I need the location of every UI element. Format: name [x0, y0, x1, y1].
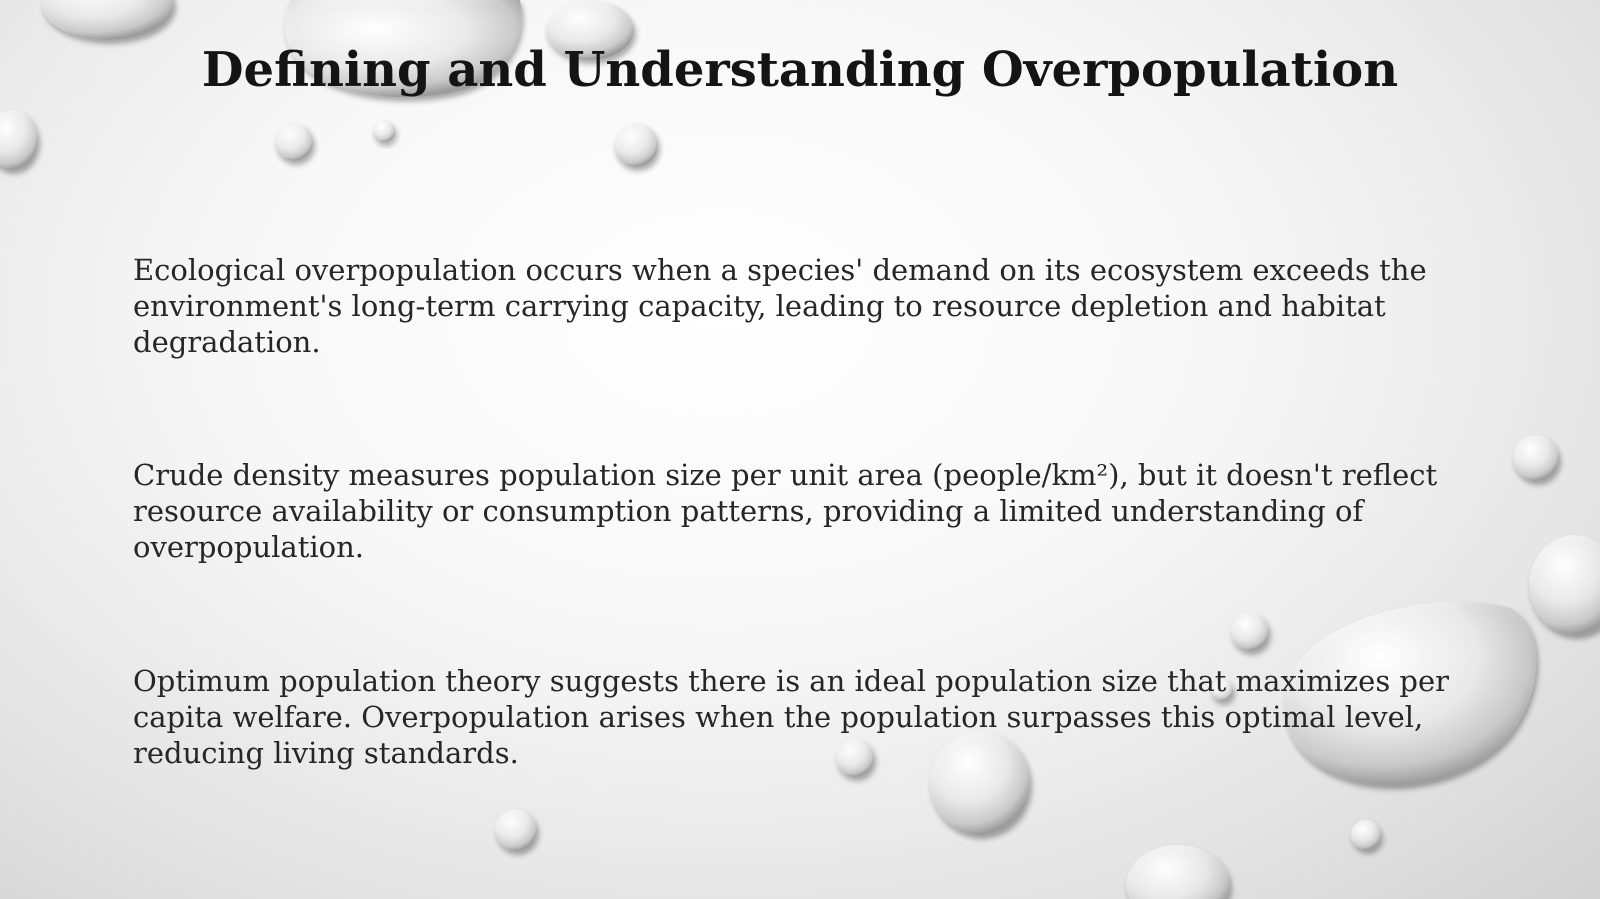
paragraph-optimum-population-theory: Optimum population theory suggests there is an ideal population size that maximizes per capita welfare. Overpopulation arises when the population surpasses this optimal level, reducing living standards. — [133, 664, 1450, 770]
paragraph-ecological-overpopulation: Ecological overpopulation occurs when a species' demand on its ecosystem exceeds the environment's long-term carrying capacity, leading to resource depletion and habitat degradation. — [133, 253, 1427, 359]
droplet — [373, 120, 395, 142]
droplet — [495, 809, 537, 851]
droplet — [42, 0, 174, 40]
droplet — [0, 110, 38, 170]
slide-title: Defining and Understanding Overpopulation — [201, 42, 1399, 98]
droplet — [614, 123, 658, 167]
droplet — [1126, 845, 1230, 899]
paragraph-crude-density: Crude density measures population size per unit area (people/km²), but it doesn't reflect resource availability or consumption patterns, providing a limited understanding of overpopulation. — [133, 458, 1438, 564]
droplet — [275, 123, 313, 161]
droplet — [1351, 820, 1381, 850]
droplet — [1231, 613, 1269, 651]
droplet — [1529, 535, 1600, 635]
